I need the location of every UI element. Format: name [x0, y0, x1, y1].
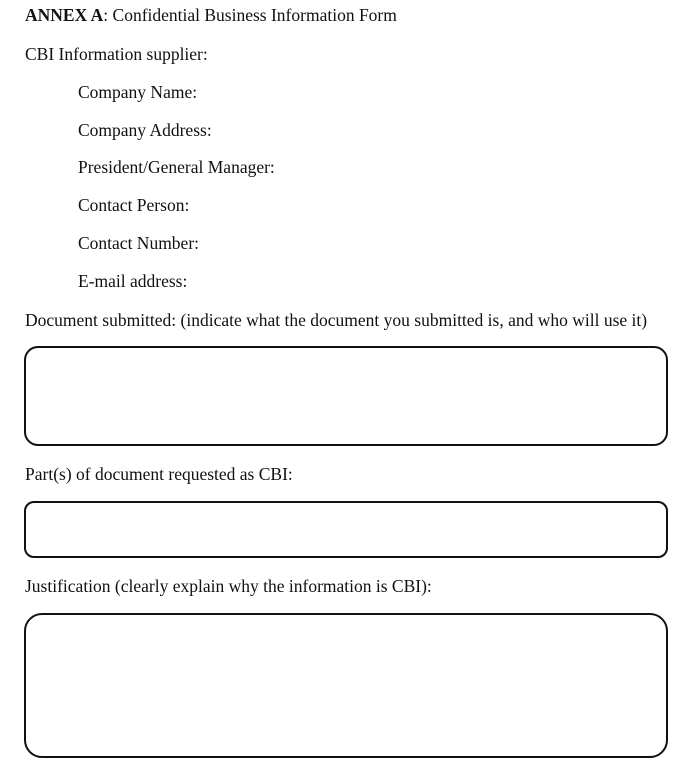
annex-title: : Confidential Business Information Form: [103, 5, 397, 25]
company-address-label: Company Address:: [78, 120, 212, 140]
document-submitted-box[interactable]: [24, 346, 668, 446]
justification-label: Justification (clearly explain why the information is CBI):: [25, 576, 432, 596]
supplier-heading: CBI Information supplier:: [25, 44, 208, 64]
document-submitted-label: Document submitted: (indicate what the document you submitted is, and who will use it): [25, 310, 648, 330]
president-general-manager-label: President/General Manager:: [78, 157, 275, 177]
company-name-label: Company Name:: [78, 82, 198, 102]
parts-requested-label: Part(s) of document requested as CBI:: [25, 464, 293, 484]
email-address-label: E-mail address:: [78, 271, 188, 291]
contact-number-label: Contact Number:: [78, 233, 200, 253]
justification-box[interactable]: [24, 613, 668, 758]
form-title: [25, 4, 397, 26]
annex-label: ANNEX A: [25, 5, 104, 25]
parts-requested-box[interactable]: [24, 501, 668, 558]
contact-person-label: Contact Person:: [78, 195, 190, 215]
